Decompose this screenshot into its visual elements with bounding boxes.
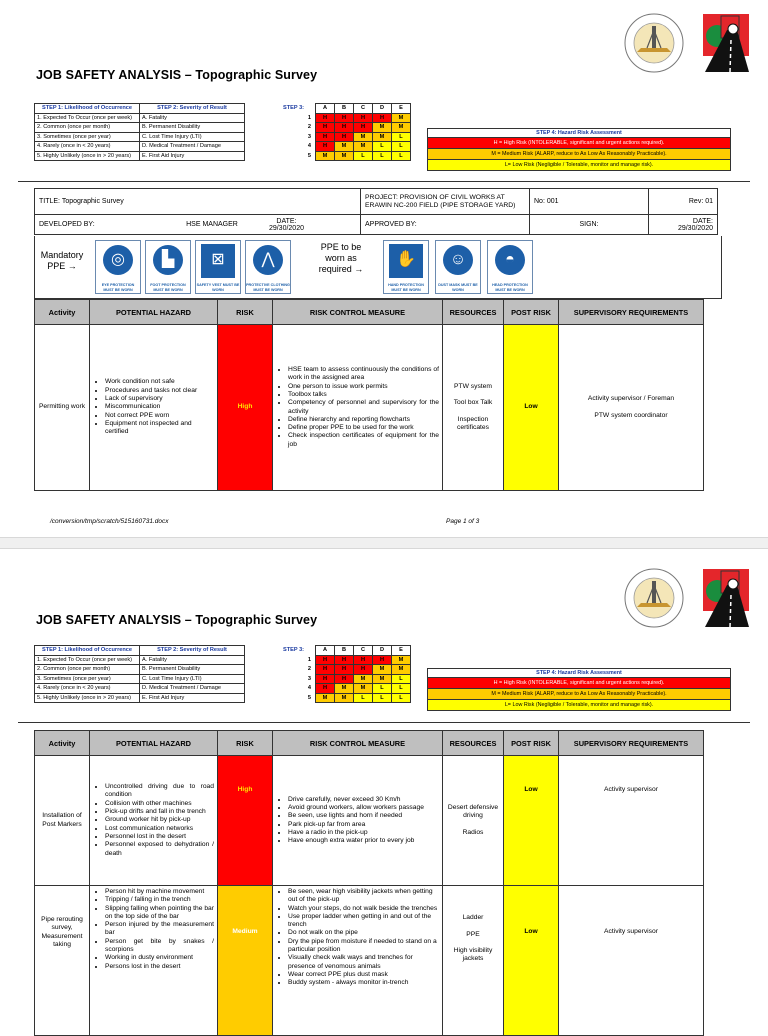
- date-field-1: [269, 218, 304, 232]
- col-risk: RISK: [218, 731, 273, 756]
- matrix-col-header: A: [316, 104, 335, 114]
- step2-item: D. Medical Treatment / Damage: [140, 684, 245, 694]
- matrix-cell: M: [316, 151, 335, 161]
- foot-protection-sign: [145, 240, 191, 294]
- matrix-cell: H: [354, 665, 373, 675]
- developed-by-label: DEVELOPED BY:: [35, 215, 154, 235]
- list-item: • Equipment not inspected and certified: [105, 420, 214, 437]
- matrix-row-number: 3: [307, 133, 311, 140]
- likelihood-severity-legend: [34, 103, 245, 161]
- developed-by-value: HSE MANAGER: [186, 221, 238, 229]
- jsa-table-page-1: [34, 299, 704, 491]
- step2-item: C. Lost Time Injury (LTI): [140, 132, 245, 142]
- document-title: JOB SAFETY ANALYSIS – Topographic Survey: [36, 613, 318, 627]
- col-post-risk: POST RISK: [504, 300, 559, 325]
- project-field: PROJECT: PROVISION OF CIVIL WORKS AT ERAWIN NC-200 FIELD (PIPE STORAGE YARD): [361, 189, 530, 215]
- list-item: • Personnel exposed to dehydration / death: [105, 841, 214, 858]
- matrix-cell: H: [316, 684, 335, 694]
- list-item: • Competency of personnel and supervisory for the activity: [288, 399, 439, 416]
- list-item: • Collision with other machines: [105, 800, 214, 808]
- activity-cell: Permitting work: [35, 325, 90, 491]
- matrix-cell: M: [354, 132, 373, 142]
- table-row: [35, 756, 704, 886]
- col-potential-hazard: POTENTIAL HAZARD: [90, 300, 218, 325]
- list-item: • Define proper PPE to be used for the work: [288, 424, 439, 432]
- matrix-row-number: 2: [307, 124, 311, 131]
- list-item: • Do not walk on the pipe: [288, 929, 439, 937]
- risk-cell: High: [218, 756, 273, 886]
- list-item: • Ground worker hit by pick-up: [105, 816, 214, 824]
- matrix-col-header: A: [316, 646, 335, 656]
- hazard-cell: [90, 325, 218, 491]
- list-item: • Have enough extra water prior to every job: [288, 837, 439, 845]
- list-item: • Toolbox talks: [288, 391, 439, 399]
- matrix-col-header: C: [354, 646, 373, 656]
- list-item: • Have a radio in the pick-up: [288, 829, 439, 837]
- matrix-cell: M: [335, 142, 354, 152]
- step2-item: A. Fatality: [140, 113, 245, 123]
- col-activity: Activity: [35, 300, 90, 325]
- table-row: [35, 886, 704, 1036]
- list-item: • Dry the pipe from moisture if needed to stand on a particular position: [288, 938, 439, 955]
- title-field: TITLE: Topographic Survey: [35, 189, 361, 215]
- post-risk-cell: Low: [504, 325, 559, 491]
- step1-item: 1. Expected To Occur (once per week): [35, 655, 140, 665]
- matrix-row-number: 3: [307, 675, 311, 682]
- likelihood-severity-legend: [34, 645, 245, 703]
- resource-item: PTW system: [454, 382, 492, 390]
- page-separator: [0, 537, 768, 549]
- list-item: • Personnel lost in the desert: [105, 833, 214, 841]
- resource-item: PPE: [466, 930, 480, 938]
- developed-by-cell: [153, 215, 361, 235]
- matrix-cell: M: [316, 693, 335, 703]
- matrix-col-header: E: [392, 646, 411, 656]
- list-item: • Check inspection certificates of equipment for the job: [288, 432, 439, 449]
- supervisory-cell: [559, 886, 704, 1036]
- matrix-cell: M: [392, 123, 411, 133]
- matrix-cell: H: [354, 113, 373, 123]
- post-risk-cell: Low: [504, 886, 559, 1036]
- list-item: • Be seen, wear high visibility jackets when getting out of the pick-up: [288, 888, 439, 905]
- list-item: • Park pick-up far from area: [288, 821, 439, 829]
- step1-item: 4. Rarely (once in < 20 years): [35, 142, 140, 152]
- matrix-col-header: B: [335, 646, 354, 656]
- list-item: • Pick-up drifts and fall in the trench: [105, 808, 214, 816]
- control-cell: [273, 325, 443, 491]
- matrix-col-header: E: [392, 104, 411, 114]
- list-item: • Drive carefully, never exceed 30 Km/h: [288, 796, 439, 804]
- list-item: • Watch your steps, do not walk beside the trenches: [288, 905, 439, 913]
- matrix-cell: H: [316, 132, 335, 142]
- ppe-caption: EYE PROTECTION MUST BE WORN: [101, 283, 135, 292]
- matrix-cell: M: [373, 132, 392, 142]
- mask-icon: ☺: [449, 251, 467, 268]
- col-post-risk: POST RISK: [504, 731, 559, 756]
- matrix-row-number: 4: [307, 685, 311, 692]
- matrix-cell: H: [335, 132, 354, 142]
- divider: [18, 722, 750, 723]
- sign-label: SIGN:: [530, 215, 649, 235]
- risk-matrix: [283, 645, 411, 703]
- step3-header: STEP 3:: [283, 105, 305, 112]
- step1-item: 2. Common (once per month): [35, 123, 140, 133]
- page-2: [0, 555, 768, 1024]
- control-list: [276, 888, 439, 988]
- list-item: • Person injured by the measurement bar: [105, 921, 214, 938]
- matrix-row-number: 5: [307, 152, 311, 159]
- matrix-cell: H: [316, 665, 335, 675]
- footer-file-path: /conversion/tmp/scratch/515160731.docx: [50, 518, 169, 525]
- matrix-cell: L: [373, 151, 392, 161]
- matrix-col-header: B: [335, 104, 354, 114]
- list-item: • One person to issue work permits: [288, 383, 439, 391]
- divider: [18, 181, 750, 182]
- high-risk-key: H = High Risk (INTOLERABLE, significant and urgent actions required).: [428, 138, 731, 149]
- high-risk-key: H = High Risk (INTOLERABLE, significant and urgent actions required).: [428, 678, 731, 689]
- ppe-row: [34, 236, 722, 299]
- matrix-col-header: D: [373, 104, 392, 114]
- post-risk-cell: Low: [504, 756, 559, 886]
- matrix-col-header: D: [373, 646, 392, 656]
- list-item: • Procedures and tasks not clear: [105, 387, 214, 395]
- control-list: [276, 796, 439, 846]
- step2-item: D. Medical Treatment / Damage: [140, 142, 245, 152]
- glove-icon: ✋: [396, 251, 416, 268]
- matrix-cell: L: [373, 142, 392, 152]
- hazard-list: [93, 888, 214, 971]
- matrix-cell: H: [316, 674, 335, 684]
- matrix-cell: H: [316, 655, 335, 665]
- head-protection-sign: [487, 240, 533, 294]
- col-risk-control: RISK CONTROL MEASURE: [273, 300, 443, 325]
- resources-cell: [443, 886, 504, 1036]
- supervisory-item: Activity supervisor: [604, 786, 658, 793]
- ppe-caption: HAND PROTECTION MUST BE WORN: [388, 283, 424, 292]
- date-label: DATE:: [276, 217, 297, 225]
- document-info-table: [34, 188, 718, 235]
- list-item: • Working in dusty environment: [105, 954, 214, 962]
- ppe-caption: DUST MASK MUST BE WORN: [438, 283, 478, 292]
- matrix-cell: L: [392, 684, 411, 694]
- medium-risk-key: M = Medium Risk (ALARP, reduce to As Low As Reasonably Practicable).: [428, 149, 731, 160]
- risk-matrix: [283, 103, 411, 161]
- risk-cell: High: [218, 325, 273, 491]
- control-cell: [273, 756, 443, 886]
- step1-header: STEP 1: Likelihood of Occurrence: [35, 646, 140, 656]
- step1-item: 4. Rarely (once in < 20 years): [35, 684, 140, 694]
- col-supervisory: SUPERVISORY REQUIREMENTS: [559, 731, 704, 756]
- eye-protection-sign: [95, 240, 141, 294]
- list-item: • Lack of supervisory: [105, 395, 214, 403]
- matrix-cell: L: [392, 674, 411, 684]
- ppe-caption: HEAD PROTECTION MUST BE WORN: [492, 283, 528, 292]
- hazard-list: [93, 378, 214, 436]
- protective-clothing-sign: [245, 240, 291, 294]
- step1-item: 5. Highly Unlikely (once in > 20 years): [35, 151, 140, 161]
- ppe-required-label: PPE to be worn as required →: [318, 242, 364, 274]
- col-resources: RESOURCES: [443, 300, 504, 325]
- step2-item: E. First Aid Injury: [140, 151, 245, 161]
- matrix-cell: M: [392, 655, 411, 665]
- dust-mask-sign: [435, 240, 481, 294]
- list-item: • Tripping / falling in the trench: [105, 896, 214, 904]
- step2-item: A. Fatality: [140, 655, 245, 665]
- date-value: 29/30/2020: [677, 224, 713, 232]
- list-item: • Define hierarchy and reporting flowcharts: [288, 416, 439, 424]
- ppe-caption: SAFETY VEST MUST BE WORN: [196, 283, 240, 292]
- step1-item: 3. Sometimes (once per year): [35, 674, 140, 684]
- activity-cell: Installation of Post Markers: [35, 756, 90, 886]
- vest-icon: ⊠: [211, 251, 225, 268]
- step1-item: 2. Common (once per month): [35, 665, 140, 675]
- matrix-cell: L: [392, 132, 411, 142]
- col-risk-control: RISK CONTROL MEASURE: [273, 731, 443, 756]
- control-list: [276, 366, 439, 449]
- list-item: • Be seen, use lights and horn if needed: [288, 812, 439, 820]
- supervisory-cell: [559, 325, 704, 491]
- matrix-row-number: 5: [307, 694, 311, 701]
- step1-header: STEP 1: Likelihood of Occurrence: [35, 104, 140, 114]
- list-item: • Miscommunication: [105, 403, 214, 411]
- resource-item: High visibility jackets: [453, 947, 493, 963]
- date-label: DATE:: [692, 217, 713, 225]
- matrix-cell: H: [335, 665, 354, 675]
- matrix-cell: H: [316, 113, 335, 123]
- matrix-cell: H: [335, 674, 354, 684]
- list-item: • Person hit by machine movement: [105, 888, 214, 896]
- step4-header: STEP 4: Hazard Risk Assessment: [428, 669, 731, 678]
- list-item: • Use proper ladder when getting in and out of the trench: [288, 913, 439, 930]
- supervisory-cell: [559, 756, 704, 886]
- matrix-cell: M: [392, 113, 411, 123]
- matrix-cell: M: [335, 151, 354, 161]
- matrix-cell: M: [354, 142, 373, 152]
- matrix-cell: L: [392, 142, 411, 152]
- medium-risk-key: M = Medium Risk (ALARP, reduce to As Low As Reasonably Practicable).: [428, 689, 731, 700]
- step2-item: B. Permanent Disability: [140, 665, 245, 675]
- table-row: [35, 325, 704, 491]
- date-value: 29/30/2020: [268, 224, 304, 232]
- matrix-cell: L: [392, 151, 411, 161]
- list-item: • Wear correct PPE plus dust mask: [288, 971, 439, 979]
- low-risk-key: L= Low Risk (Negligible / Tolerable, monitor and manage risk).: [428, 700, 731, 711]
- matrix-cell: M: [335, 693, 354, 703]
- step2-item: E. First Aid Injury: [140, 693, 245, 703]
- matrix-cell: L: [354, 693, 373, 703]
- date-field-2: [649, 215, 718, 235]
- matrix-cell: H: [373, 113, 392, 123]
- matrix-cell: M: [373, 123, 392, 133]
- risk-cell: Medium: [218, 886, 273, 1036]
- matrix-cell: H: [335, 123, 354, 133]
- resource-item: Radios: [462, 828, 484, 836]
- matrix-cell: H: [335, 655, 354, 665]
- col-supervisory: SUPERVISORY REQUIREMENTS: [559, 300, 704, 325]
- matrix-cell: M: [373, 674, 392, 684]
- revision: Rev: 01: [649, 189, 718, 215]
- hazard-cell: [90, 756, 218, 886]
- step2-header: STEP 2: Severity of Result: [140, 104, 245, 114]
- matrix-cell: H: [316, 123, 335, 133]
- supervisory-item: Activity supervisor / Foreman: [587, 395, 675, 403]
- step4-header: STEP 4: Hazard Risk Assessment: [428, 129, 731, 138]
- list-item: • Avoid ground workers, allow workers passage: [288, 804, 439, 812]
- list-item: • HSE team to assess continuously the conditions of work in the assigned area: [288, 366, 439, 383]
- step1-item: 1. Expected To Occur (once per week): [35, 113, 140, 123]
- helmet-icon: ◓: [505, 251, 515, 268]
- col-resources: RESOURCES: [443, 731, 504, 756]
- resources-cell: [443, 756, 504, 886]
- hand-protection-sign: [383, 240, 429, 294]
- matrix-cell: H: [354, 123, 373, 133]
- hazard-risk-key: [427, 668, 731, 711]
- matrix-cell: L: [373, 693, 392, 703]
- matrix-cell: H: [316, 142, 335, 152]
- ppe-caption: PROTECTIVE CLOTHING MUST BE WORN: [246, 283, 290, 292]
- hazard-risk-key: [427, 128, 731, 171]
- jsa-table-page-2: [34, 730, 704, 1036]
- step2-item: B. Permanent Disability: [140, 123, 245, 133]
- list-item: • Work condition not safe: [105, 378, 214, 386]
- company-seal-logo: [623, 12, 685, 74]
- list-item: • Slipping falling when pointing the bar on the top side of the bar: [105, 905, 214, 922]
- matrix-cell: M: [335, 684, 354, 694]
- list-item: • Buddy system - always monitor in-trench: [288, 979, 439, 987]
- matrix-cell: M: [354, 674, 373, 684]
- list-item: • Person get bite by snakes / scorpions: [105, 938, 214, 955]
- step1-item: 3. Sometimes (once per year): [35, 132, 140, 142]
- step2-item: C. Lost Time Injury (LTI): [140, 674, 245, 684]
- matrix-cell: L: [373, 684, 392, 694]
- document-title: JOB SAFETY ANALYSIS – Topographic Survey: [36, 68, 318, 82]
- signal-road-logo: [697, 567, 755, 629]
- matrix-col-header: C: [354, 104, 373, 114]
- matrix-cell: H: [354, 655, 373, 665]
- step2-header: STEP 2: Severity of Result: [140, 646, 245, 656]
- doc-number: No: 001: [530, 189, 649, 215]
- matrix-cell: H: [335, 113, 354, 123]
- list-item: • Lost communication networks: [105, 825, 214, 833]
- coverall-icon: ⋀: [261, 251, 275, 268]
- list-item: • Uncontrolled driving due to road condition: [105, 783, 214, 800]
- list-item: • Visually check walk ways and trenches for presence of venomous animals: [288, 954, 439, 971]
- supervisory-item: Activity supervisor: [604, 928, 658, 935]
- matrix-cell: L: [392, 693, 411, 703]
- step3-header: STEP 3:: [283, 647, 305, 654]
- col-activity: Activity: [35, 731, 90, 756]
- activity-cell: Pipe rerouting survey, Measurement taking: [35, 886, 90, 1036]
- low-risk-key: L= Low Risk (Negligible / Tolerable, monitor and manage risk).: [428, 160, 731, 171]
- hazard-list: [93, 783, 214, 858]
- matrix-cell: L: [354, 151, 373, 161]
- matrix-cell: M: [354, 684, 373, 694]
- step1-item: 5. Highly Unlikely (once in > 20 years): [35, 693, 140, 703]
- matrix-row-number: 2: [307, 666, 311, 673]
- col-potential-hazard: POTENTIAL HAZARD: [90, 731, 218, 756]
- goggles-icon: ◎: [111, 251, 125, 268]
- company-seal-logo: [623, 567, 685, 629]
- control-cell: [273, 886, 443, 1036]
- mandatory-ppe-label: Mandatory PPE →: [40, 250, 84, 271]
- resource-item: Tool box Talk: [453, 399, 493, 407]
- hazard-cell: [90, 886, 218, 1036]
- approved-by-label: APPROVED BY:: [361, 215, 530, 235]
- signal-road-logo: [697, 12, 755, 74]
- matrix-cell: M: [373, 665, 392, 675]
- ppe-caption: FOOT PROTECTION MUST BE WORN: [150, 283, 186, 292]
- resources-cell: [443, 325, 504, 491]
- matrix-row-number: 4: [307, 143, 311, 150]
- list-item: • Not correct PPE worn: [105, 412, 214, 420]
- resource-item: Ladder: [462, 914, 484, 921]
- boot-icon: ▙: [161, 251, 175, 268]
- safety-vest-sign: [195, 240, 241, 294]
- matrix-row-number: 1: [307, 656, 311, 663]
- matrix-row-number: 1: [307, 114, 311, 121]
- col-risk: RISK: [218, 300, 273, 325]
- footer-page-number: Page 1 of 3: [446, 518, 480, 525]
- list-item: • Persons lost in the desert: [105, 963, 214, 971]
- supervisory-item: PTW system coordinator: [594, 411, 668, 419]
- resource-item: Desert defensive driving: [447, 803, 499, 820]
- matrix-cell: M: [392, 665, 411, 675]
- matrix-cell: H: [373, 655, 392, 665]
- resource-item: Inspection certificates: [457, 415, 489, 432]
